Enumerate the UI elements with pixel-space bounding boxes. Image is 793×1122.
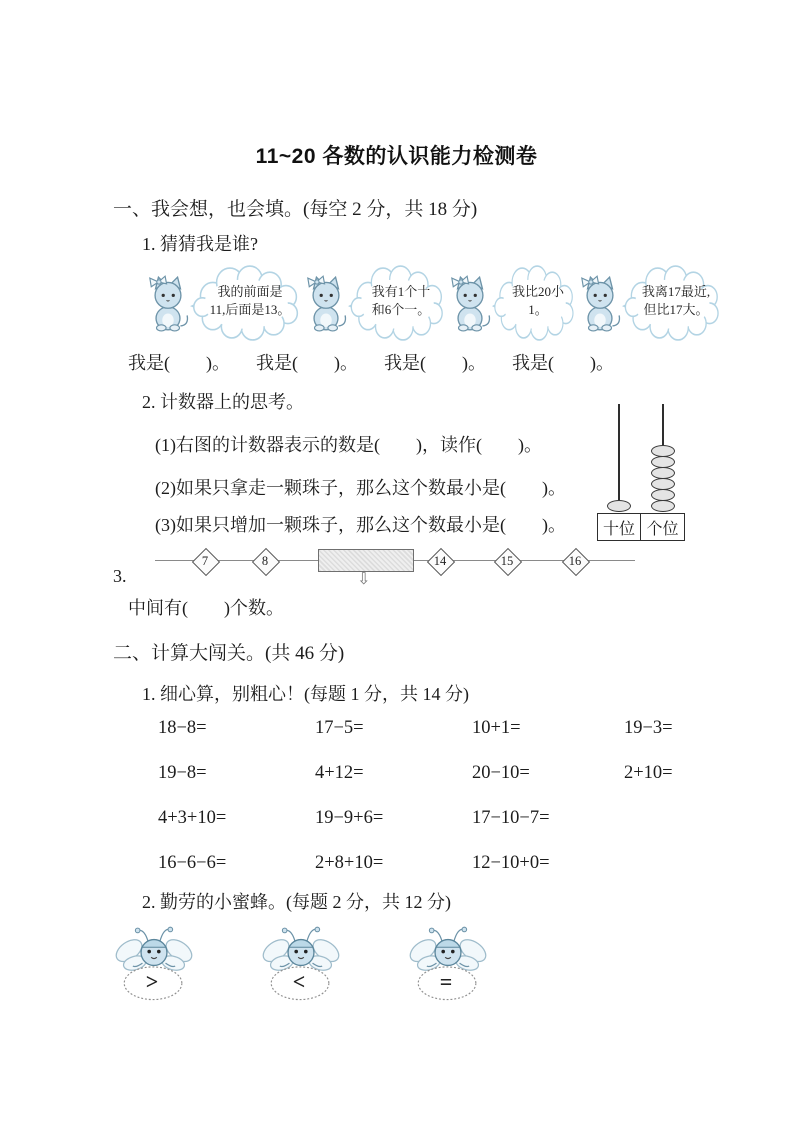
question-3-caption: 中间有( )个数。	[128, 598, 284, 618]
section-1-heading: 一、我会想，也会填。(每空 2 分，共 18 分)	[113, 199, 478, 220]
abacus-place-labels	[597, 513, 685, 541]
cat-icon	[304, 274, 348, 332]
bubble-text	[634, 265, 718, 337]
cat-unit	[146, 265, 304, 341]
bees-question-label: 2. 勤劳的小蜜蜂。(每题 2 分，共 12 分)	[142, 892, 451, 912]
arithmetic-problem: 4+12=	[315, 763, 364, 783]
arithmetic-problems-grid	[158, 706, 744, 886]
abacus-counter	[597, 404, 689, 541]
answer-blank: 我是( )。	[128, 353, 230, 373]
abacus-bead	[651, 500, 675, 512]
calc-question-label: 1. 细心算，别粗心！(每题 1 分，共 14 分)	[142, 684, 469, 704]
bubble-line: 我有1个十	[371, 284, 431, 300]
diamond-number: 7	[201, 553, 209, 568]
page-title: 11~20 各数的认识能力检测卷	[255, 145, 538, 168]
question-2-label: 2. 计数器上的思考。	[142, 392, 304, 412]
speech-bubble	[622, 265, 724, 341]
cat-icon	[578, 274, 622, 332]
question-1-label: 1. 猜猜我是谁?	[142, 234, 258, 254]
number-line-diamond	[562, 548, 588, 574]
bubble-text	[360, 265, 442, 337]
cat-icon	[146, 274, 190, 332]
cat-unit	[304, 265, 448, 341]
number-line	[155, 545, 635, 591]
bee-icon	[400, 922, 496, 1008]
number-line-diamond	[494, 548, 520, 574]
answer-blank: 我是( )。	[256, 353, 358, 373]
number-line-diamond	[192, 548, 218, 574]
arithmetic-problem: 12−10+0=	[472, 853, 550, 873]
arithmetic-problem: 17−10−7=	[472, 808, 550, 828]
cats-illustration-row	[146, 260, 714, 346]
arithmetic-problem: 19−3=	[624, 718, 673, 738]
arithmetic-problem: 16−6−6=	[158, 853, 227, 873]
question-3-number: 3.	[113, 566, 127, 586]
arithmetic-problem: 20−10=	[472, 763, 530, 783]
arithmetic-problem	[624, 841, 744, 886]
arithmetic-problem: 2+10=	[624, 763, 673, 783]
bubble-text	[504, 265, 572, 337]
arithmetic-problem: 19−9+6=	[315, 808, 384, 828]
answer-blank: 我是( )。	[512, 353, 614, 373]
bubble-text	[202, 265, 298, 337]
tens-place-label: 十位	[597, 513, 641, 541]
arithmetic-problem: 17−5=	[315, 718, 364, 738]
diamond-number: 15	[500, 553, 514, 568]
answer-blank: 我是( )。	[384, 353, 486, 373]
question-2-item-1: (1)右图的计数器表示的数是( )，读作( )。	[155, 435, 542, 455]
abacus-ones-beads	[650, 404, 676, 512]
comparison-symbol: <	[292, 969, 306, 994]
abacus-bead	[607, 500, 631, 512]
bee-unit	[400, 922, 496, 1008]
answer-blanks-row	[128, 349, 614, 375]
bubble-line: 11,后面是13。	[209, 302, 291, 317]
arithmetic-problem: 18−8=	[158, 718, 207, 738]
cat-unit	[578, 265, 724, 341]
speech-bubble	[190, 265, 304, 341]
cat-icon	[448, 274, 492, 332]
speech-bubble	[492, 265, 578, 341]
number-line-diamond	[252, 548, 278, 574]
comparison-symbol: >	[145, 969, 159, 994]
bee-icon	[106, 922, 202, 1008]
abacus-tens-beads	[606, 404, 632, 512]
arithmetic-problem: 10+1=	[472, 718, 521, 738]
diamond-number: 14	[433, 553, 447, 568]
arithmetic-problem	[624, 796, 744, 841]
bubble-line: 我离17最近,	[641, 284, 711, 300]
number-line-diamond	[427, 548, 453, 574]
cat-unit	[448, 265, 578, 341]
bubble-line: 我的前面是	[217, 284, 283, 300]
ones-place-label: 个位	[641, 513, 685, 541]
speech-bubble	[348, 265, 448, 341]
bubble-line: 和6个一。	[371, 302, 431, 317]
down-arrow-icon: ⇩	[357, 569, 371, 588]
arithmetic-problem: 2+8+10=	[315, 853, 384, 873]
bubble-line: 但比17大。	[643, 302, 709, 317]
bubble-line: 我比20小1。	[511, 284, 564, 317]
arithmetic-problem: 19−8=	[158, 763, 207, 783]
diamond-number: 8	[261, 553, 269, 568]
bees-illustration-row	[106, 922, 496, 1008]
section-2-heading: 二、计算大闯关。(共 46 分)	[113, 643, 345, 664]
arithmetic-problem: 4+3+10=	[158, 808, 227, 828]
question-2-item-2: (2)如果只拿走一颗珠子，那么这个数最小是( )。	[155, 478, 566, 498]
bee-unit	[253, 922, 349, 1008]
bee-icon	[253, 922, 349, 1008]
comparison-symbol: =	[439, 969, 453, 994]
bee-unit	[106, 922, 202, 1008]
question-2-item-3: (3)如果只增加一颗珠子，那么这个数最小是( )。	[155, 515, 566, 535]
diamond-number: 16	[568, 553, 582, 568]
